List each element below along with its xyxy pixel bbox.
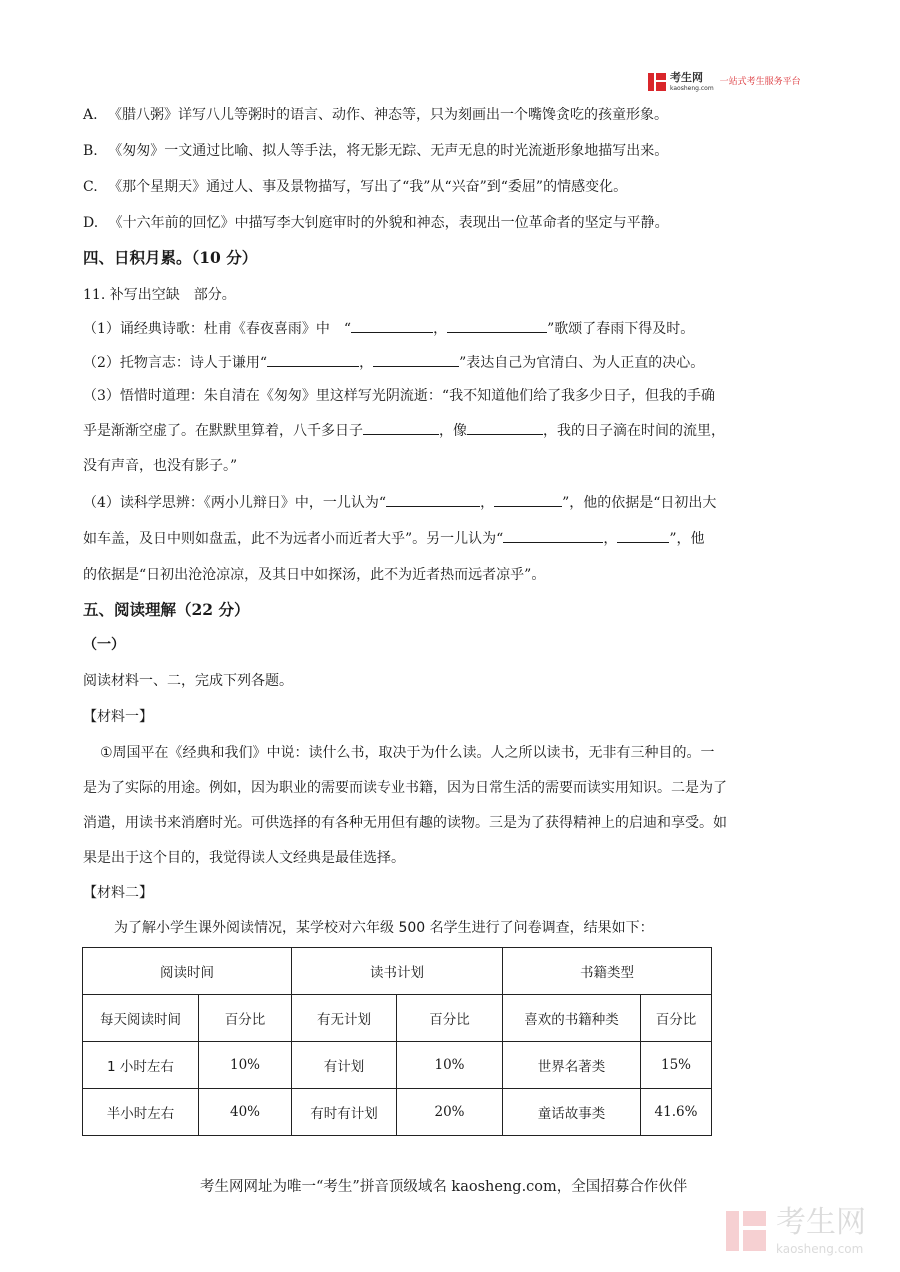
answer-blank[interactable] <box>617 530 669 543</box>
answer-blank[interactable] <box>386 494 480 507</box>
q4-text: ， <box>603 531 618 547</box>
q4-text: ”，他 <box>669 531 705 547</box>
q3-text: 乎是渐渐空虚了。在默默里算着，八千多日子 <box>83 423 363 439</box>
watermark-en-text: kaosheng.com <box>776 1242 864 1256</box>
option-b <box>83 142 823 160</box>
option-d <box>83 214 823 232</box>
q4-text: 如车盖，及日中则如盘盂，此不为远者小而近者大乎”。另一儿认为“ <box>83 531 504 547</box>
question-11: 11. 补写出空缺 部分。 <box>83 287 236 303</box>
q4-text: ”，他的依据是“日初出大 <box>562 495 717 511</box>
option-letter: D. <box>83 215 99 231</box>
table-cell: 有计划 <box>292 1042 397 1089</box>
table-cell: 41.6% <box>641 1089 712 1136</box>
question-11-4-line1 <box>83 494 823 512</box>
table-column-header: 有无计划 <box>292 995 397 1042</box>
option-a <box>83 106 823 124</box>
watermark-cn-text: 考生网 <box>776 1205 866 1240</box>
logo-cn-text: 考生网 <box>670 71 703 84</box>
material-1-label: 【材料一】 <box>83 709 153 725</box>
section-4-title: 四、日积月累。（10 分） <box>83 248 258 267</box>
material-1-line: 消遣，用读书来消磨时光。可供选择的有各种无用但有趣的读物。三是为了获得精神上的启迪和享受。如 <box>83 815 727 831</box>
answer-blank[interactable] <box>267 354 359 367</box>
material-1-line: ①周国平在《经典和我们》中说：读什么书，取决于为什么读。人之所以读书，无非有三种目的。一 <box>100 745 715 761</box>
option-text: 《腊八粥》详写八儿等粥时的语言、动作、神态等，只为刻画出一个嘴馋贪吃的孩童形象。 <box>108 107 669 123</box>
table-cell: 40% <box>199 1089 292 1136</box>
table-cell: 1 小时左右 <box>83 1042 199 1089</box>
answer-blank[interactable] <box>467 422 543 435</box>
material-2-label: 【材料二】 <box>83 885 153 901</box>
table-header-row <box>83 995 712 1042</box>
table-cell: 10% <box>199 1042 292 1089</box>
q1-suffix: ”歌颂了春雨下得及时。 <box>547 321 695 337</box>
kaosheng-logo-icon <box>648 73 666 91</box>
reading-instruction: 阅读材料一、二，完成下列各题。 <box>83 673 293 689</box>
answer-blank[interactable] <box>447 320 547 333</box>
table-cell: 15% <box>641 1042 712 1089</box>
logo-en-text: kaosheng.com <box>670 85 714 92</box>
option-text: 《十六年前的回忆》中描写李大钊庭审时的外貌和神态，表现出一位革命者的坚定与平静。 <box>108 215 669 231</box>
q3-text: ，像 <box>439 423 467 439</box>
table-group-header: 阅读时间 <box>83 948 292 995</box>
option-letter: C. <box>83 179 98 195</box>
table-column-header: 百分比 <box>397 995 503 1042</box>
option-text: 《匆匆》一文通过比喻、拟人等手法，将无影无踪、无声无息的时光流逝形象地描写出来。 <box>108 143 669 159</box>
answer-blank[interactable] <box>351 320 433 333</box>
q2-sep: ， <box>359 355 374 371</box>
header-logo <box>648 68 801 96</box>
q1-prefix: （1）诵经典诗歌：杜甫《春夜喜雨》中 “ <box>83 321 352 337</box>
kaosheng-watermark-icon <box>726 1211 766 1251</box>
q1-sep: ， <box>433 321 448 337</box>
table-row <box>83 1089 712 1136</box>
material-1-line: 是为了实际的用途。例如，因为职业的需要而读专业书籍，因为日常生活的需要而读实用知识。二是为了 <box>83 780 727 796</box>
q2-suffix: ”表达自己为官清白、为人正直的决心。 <box>459 355 705 371</box>
watermark-logo <box>726 1206 866 1256</box>
q4-text: （4）读科学思辨：《两小儿辩日》中，一儿认为“ <box>83 495 387 511</box>
option-c <box>83 178 823 196</box>
table-row <box>83 1042 712 1089</box>
table-column-header: 百分比 <box>641 995 712 1042</box>
option-text: 《那个星期天》通过人、事及景物描写，写出了“我”从“兴奋”到“委屈”的情感变化。 <box>108 179 628 195</box>
material-2-intro: 为了解小学生课外阅读情况，某学校对六年级 500 名学生进行了问卷调查，结果如下： <box>114 920 654 936</box>
question-11-3-line1: （3）悟惜时道理：朱自清在《匆匆》里这样写光阴流逝：“我不知道他们给了我多少日子，但我的手确 <box>83 388 716 404</box>
table-cell: 童话故事类 <box>503 1089 641 1136</box>
table-group-row <box>83 948 712 995</box>
section-5-title: 五、阅读理解（22 分） <box>83 600 250 619</box>
footer-text: 考生网网址为唯一“考生”拼音顶级域名 kaosheng.com，全国招募合作伙伴 <box>200 1179 688 1195</box>
question-11-3-line2 <box>83 422 823 440</box>
material-1-line: 果是出于这个目的，我觉得读人文经典是最佳选择。 <box>83 850 405 866</box>
survey-table <box>82 947 712 1136</box>
table-cell: 有时有计划 <box>292 1089 397 1136</box>
table-cell: 20% <box>397 1089 503 1136</box>
answer-blank[interactable] <box>373 354 459 367</box>
table-group-header: 书籍类型 <box>503 948 712 995</box>
table-column-header: 百分比 <box>199 995 292 1042</box>
table-cell: 世界名著类 <box>503 1042 641 1089</box>
answer-blank[interactable] <box>494 494 562 507</box>
question-11-4-line2 <box>83 530 823 548</box>
table-column-header: 每天阅读时间 <box>83 995 199 1042</box>
q3-text: ，我的日子滴在时间的流里， <box>543 423 725 439</box>
question-11-3-line3: 没有声音，也没有影子。” <box>83 458 238 474</box>
q4-text: ， <box>480 495 495 511</box>
table-cell: 半小时左右 <box>83 1089 199 1136</box>
option-letter: A. <box>83 107 98 123</box>
question-11-1 <box>83 320 823 338</box>
answer-blank[interactable] <box>363 422 439 435</box>
table-column-header: 喜欢的书籍种类 <box>503 995 641 1042</box>
q2-prefix: （2）托物言志：诗人于谦用“ <box>83 355 268 371</box>
answer-blank[interactable] <box>503 530 603 543</box>
question-11-4-line3: 的依据是“日初出沧沧凉凉，及其日中如探汤，此不为近者热而远者凉乎”。 <box>83 567 546 583</box>
logo-slogan: 一站式考生服务平台 <box>719 77 801 87</box>
option-letter: B. <box>83 143 98 159</box>
table-group-header: 读书计划 <box>292 948 503 995</box>
question-11-2 <box>83 354 823 372</box>
table-cell: 10% <box>397 1042 503 1089</box>
subsection-1: （一） <box>83 637 125 653</box>
